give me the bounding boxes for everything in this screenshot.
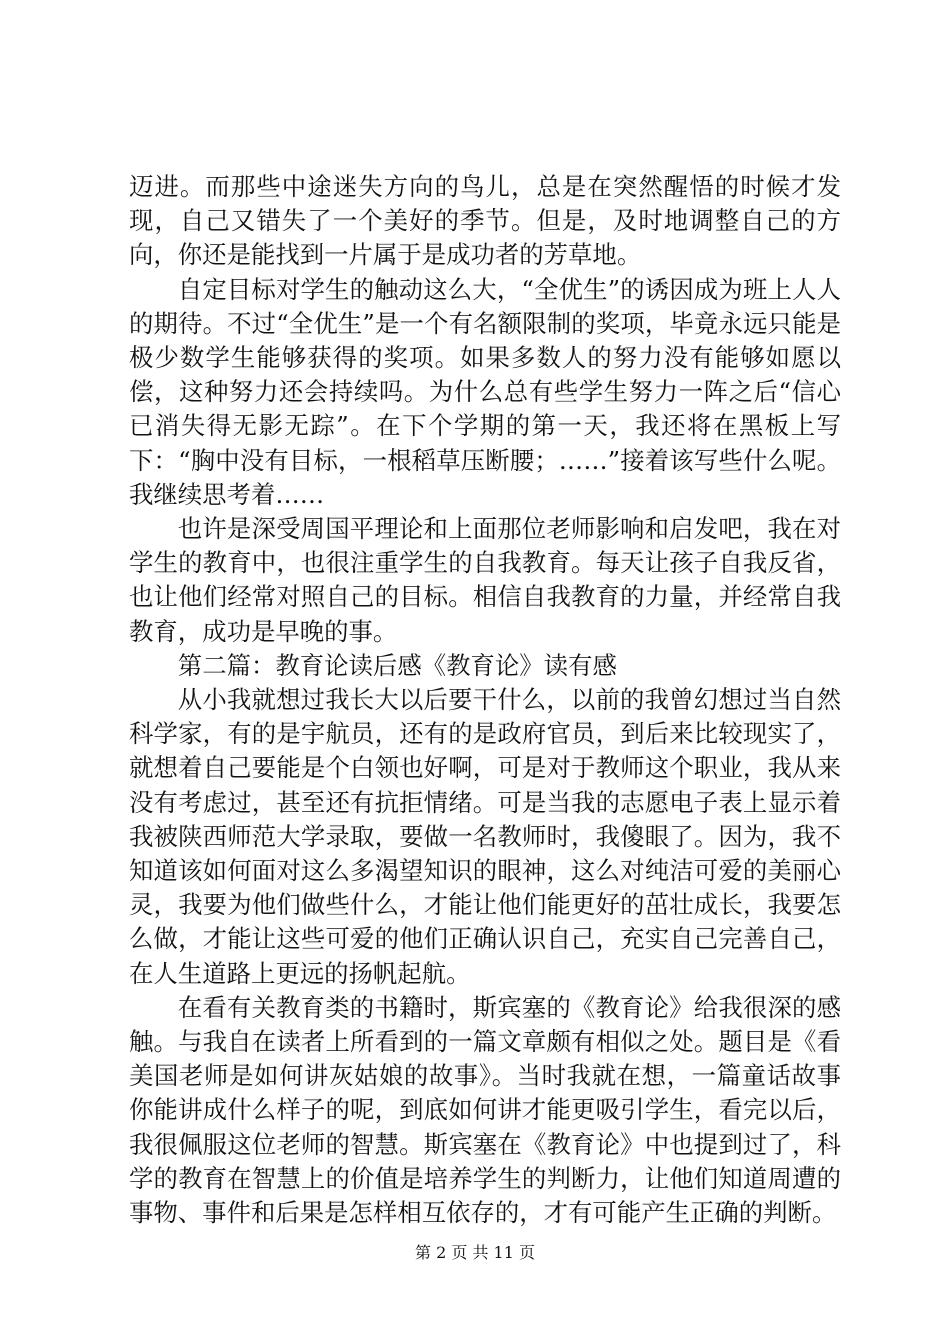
page-number-footer: 第 2 页 共 11 页	[415, 1243, 535, 1262]
paragraph: 从小我就想过我长大以后要干什么，以前的我曾幻想过当自然科学家，有的是宇航员，还有的是政府官员，到后来比较现实了，就想着自己要能是个白领也好啊，可是对于教师这个职业，我从来没有考虑过，甚至还有抗拒情绪。可是当我的志愿电子表上显示着我被陕西师范大学录取，要做一名教师时，我傻眼了。因为，我不知道该如何面对这么多渴望知识的眼神，这么对纯洁可爱的美丽心灵，我要为他们做些什么，才能让他们能更好的茁壮成长，我要怎么做，才能让这些可爱的他们正确认识自己，充实自己完善自己，在人生道路上更远的扬帆起航。	[129, 685, 841, 988]
paragraph-continuation: 迈进。而那些中途迷失方向的鸟儿，总是在突然醒悟的时候才发现，自己又错失了一个美好的季节。但是，及时地调整自己的方向，你还是能找到一片属于是成功者的芳草地。	[129, 172, 841, 270]
section-heading: 第二篇：教育论读后感《教育论》读有感	[177, 650, 617, 680]
paragraph: 也许是深受周国平理论和上面那位老师影响和启发吧，我在对学生的教育中，也很注重学生的自我教育。每天让孩子自我反省，也让他们经常对照自己的目标。相信自我教育的力量，并经常自我教育，成功是早晚的事。	[129, 514, 841, 646]
document-body	[129, 170, 841, 1230]
paragraph: 在看有关教育类的书籍时，斯宾塞的《教育论》给我很深的感触。与我自在读者上所看到的一篇文章颇有相似之处。题目是《看美国老师是如何讲灰姑娘的故事》。当时我就在想，一篇童话故事你能讲成什么样子的呢，到底如何讲才能更吸引学生，看完以后，我很佩服这位老师的智慧。斯宾塞在《教育论》中也提到过了，科学的教育在智慧上的价值是培养学生的判断力，让他们知道周遭的事物、事件和后果是怎样相互依存的，才有可能产生正确的判断。	[129, 992, 841, 1228]
paragraph: 自定目标对学生的触动这么大，“全优生”的诱因成为班上人人的期待。不过“全优生”是一个有名额限制的奖项，毕竟永远只能是极少数学生能够获得的奖项。如果多数人的努力没有能够如愿以偿，这种努力还会持续吗。为什么总有些学生努力一阵之后“信心已消失得无影无踪”。在下个学期的第一天，我还将在黑板上写下：“胸中没有目标，一根稻草压断腰；……”接着该写些什么呢。我继续思考着……	[129, 274, 841, 509]
